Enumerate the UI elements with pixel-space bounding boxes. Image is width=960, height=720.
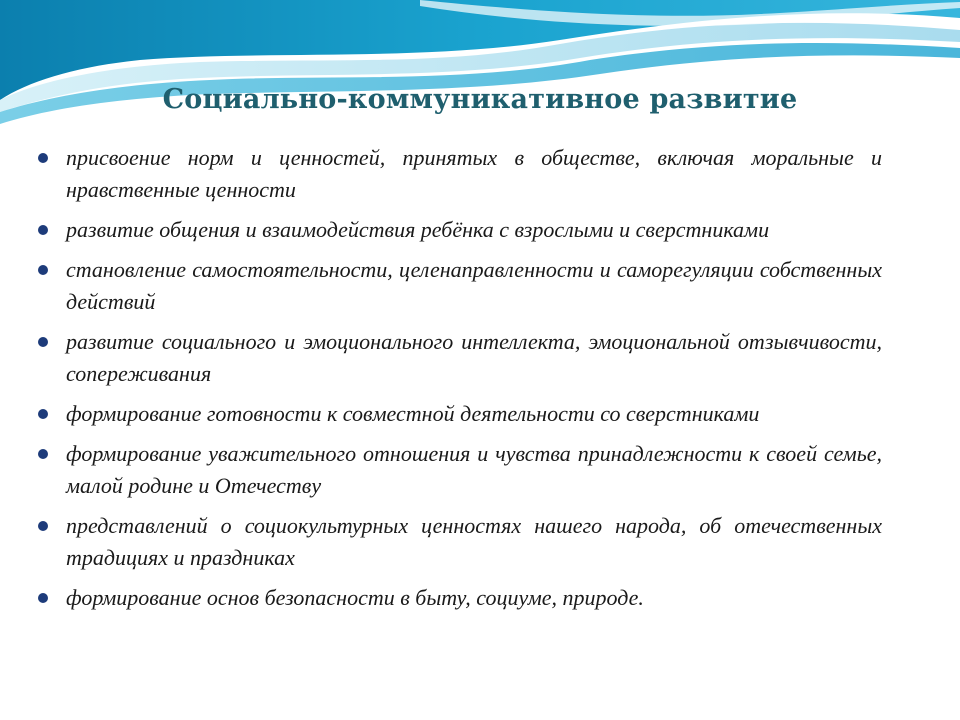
list-item bbox=[36, 142, 882, 206]
decorative-wave-header bbox=[0, 0, 960, 140]
list-item-text: представлений о социокультурных ценностях нашего народа, об отечественных традициях и праздниках bbox=[66, 513, 882, 570]
list-item bbox=[36, 326, 882, 390]
list-item-text: формирование уважительного отношения и чувства принадлежности к своей семье, малой родине и Отечеству bbox=[66, 441, 882, 498]
list-item bbox=[36, 214, 882, 246]
bullet-icon bbox=[38, 449, 48, 459]
list-item bbox=[36, 510, 882, 574]
list-item bbox=[36, 254, 882, 318]
list-item-text: присвоение норм и ценностей, принятых в обществе, включая моральные и нравственные ценности bbox=[66, 145, 882, 202]
bullet-icon bbox=[38, 265, 48, 275]
list-item-text: становление самостоятельности, целенаправленности и саморегуляции собственных действий bbox=[66, 257, 882, 314]
bullet-icon bbox=[38, 225, 48, 235]
bullet-icon bbox=[38, 153, 48, 163]
bullet-icon bbox=[38, 409, 48, 419]
list-item bbox=[36, 438, 882, 502]
bullet-icon bbox=[38, 337, 48, 347]
list-item-text: развитие общения и взаимодействия ребёнка с взрослыми и сверстниками bbox=[66, 217, 770, 242]
list-item bbox=[36, 398, 882, 430]
bullet-list bbox=[36, 142, 882, 622]
list-item-text: развитие социального и эмоционального интеллекта, эмоциональной отзывчивости, сопереживания bbox=[66, 329, 882, 386]
bullet-icon bbox=[38, 521, 48, 531]
list-item-text: формирование основ безопасности в быту, социуме, природе. bbox=[66, 585, 644, 610]
list-item-text: формирование готовности к совместной деятельности со сверстниками bbox=[66, 401, 760, 426]
list-item bbox=[36, 582, 882, 614]
bullet-icon bbox=[38, 593, 48, 603]
page-title: Социально-коммуникативное развитие bbox=[162, 84, 798, 115]
